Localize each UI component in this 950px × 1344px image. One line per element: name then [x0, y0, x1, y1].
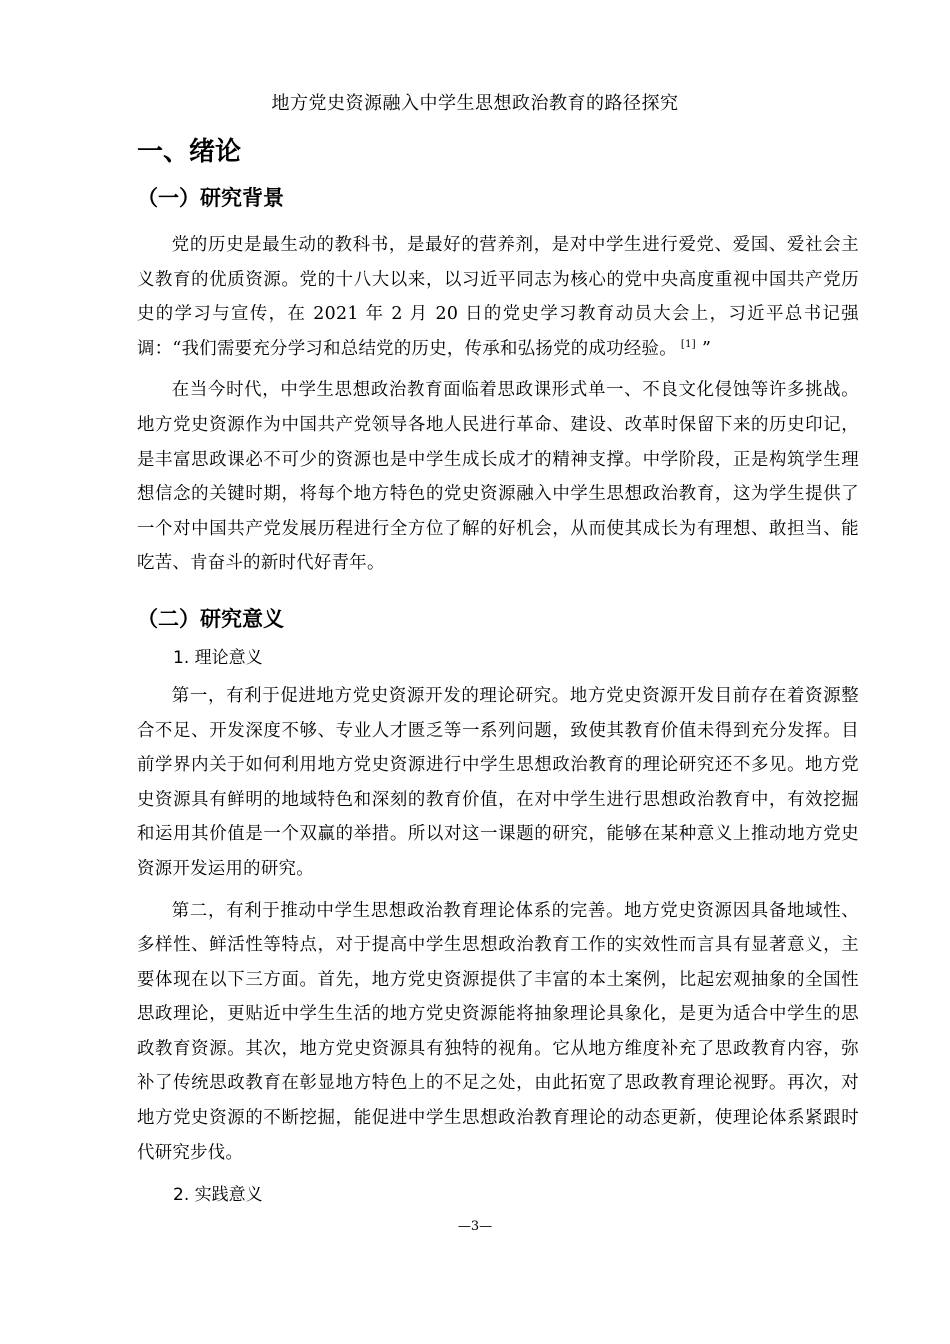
citation-marker: [1]	[680, 338, 696, 350]
paragraph-background-1	[137, 228, 859, 366]
subsection-heading-background: （一）研究背景	[137, 186, 284, 210]
subsection-heading-significance: （二）研究意义	[137, 606, 284, 631]
paragraph-background-1-text: 党的历史是最生动的教科书，是最好的营养剂，是对中学生进行爱党、爱国、爱社会主义教育的优质资源。党的十八大以来，以习近平同志为核心的党中央高度重视中国共产党历史的学习与宣传，在 2021 年 2 月 20 日的党史学习教育动员大会上，习近平总书记强调：“我们需要充分学习和总结党的历史，传承和弘扬党的成功经验。	[137, 235, 859, 359]
heading-theoretical-significance: 1. 理论意义	[173, 647, 263, 668]
running-header-title: 地方党史资源融入中学生思想政治教育的路径探究	[271, 93, 679, 114]
section-heading-introduction: 一、绪论	[137, 137, 242, 167]
page-content	[137, 132, 859, 1208]
paragraph-theory-1: 第一，有利于促进地方党史资源开发的理论研究。地方党史资源开发目前存在着资源整合不足、开发深度不够、专业人才匮乏等一系列问题，致使其教育价值未得到充分发挥。目前学界内关于如何利用地方党史资源进行中学生思想政治教育的理论研究还不多见。地方党史资源具有鲜明的地域特色和深刻的教育价值，在对中学生进行思想政治教育中，有效挖掘和运用其价值是一个双赢的举措。所以对这一课题的研究，能够在某种意义上推动地方党史资源开发运用的研究。	[137, 685, 859, 879]
heading-practical-significance: 2. 实践意义	[173, 1185, 263, 1206]
paragraph-theory-2: 第二，有利于推动中学生思想政治教育理论体系的完善。地方党史资源因具备地域性、多样性、鲜活性等特点，对于提高中学生思想政治教育工作的实效性而言具有显著意义，主要体现在以下三方面。首先，地方党史资源提供了丰富的本土案例，比起宏观抽象的全国性思政理论，更贴近中学生生活的地方党史资源能将抽象理论具象化，是更为适合中学生的思政教育资源。其次，地方党史资源具有独特的视角。它从地方维度补充了思政教育内容，弥补了传统思政教育在彰显地方特色上的不足之处，由此拓宽了思政教育理论视野。再次，对地方党史资源的不断挖掘，能促进中学生思想政治教育理论的动态更新，使理论体系紧跟时代研究步伐。	[137, 900, 859, 1163]
paragraph-background-2: 在当今时代，中学生思想政治教育面临着思政课形式单一、不良文化侵蚀等许多挑战。地方党史资源作为中国共产党领导各地人民进行革命、建设、改革时保留下来的历史印记，是丰富思政课必不可少的资源也是中学生成长成才的精神支撑。中学阶段，正是构筑学生理想信念的关键时期，将每个地方特色的党史资源融入中学生思想政治教育，这为学生提供了一个对中国共产党发展历程进行全方位了解的好机会，从而使其成长为有理想、敢担当、能吃苦、肯奋斗的新时代好青年。	[137, 380, 859, 574]
page-number: —3—	[457, 1219, 493, 1234]
closing-quote: ”	[702, 338, 712, 359]
